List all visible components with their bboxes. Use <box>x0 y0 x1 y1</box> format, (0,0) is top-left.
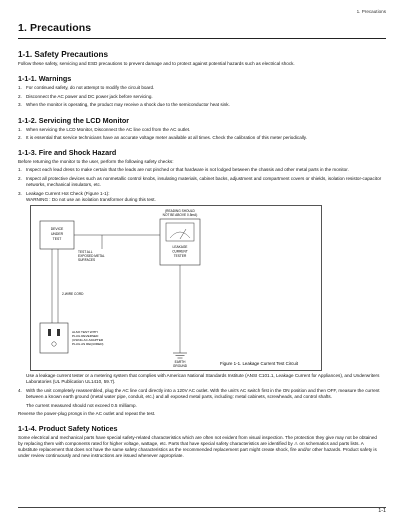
list-number: 3. <box>18 102 22 108</box>
list-text: With the unit completely reassembled, plug the AC line cord directly into a 120V AC outlet. With the unit's AC switch first in the ON position and then OFF, measure the current between a known earth ground (metal water pipe, conduit, etc.) and all exposed metal parts, including: metal cabinets, screwheads, and control shafts. <box>26 388 380 400</box>
list-number: 1. <box>18 126 22 132</box>
list-item <box>18 85 383 91</box>
product-safety-text: Some electrical and mechanical parts have special safety-related characteristics which are often not evident from visual inspection. The protection they give may not be obtained by replacing them with components rated for higher voltage, wattage, etc. Parts that have special safety characteristics are identified by ⚠ on schematics and parts lists. A substitute replacement that does not have the same safety characteristics as the recommended replacement part might create shock, fire and/or other hazards. Product safety is under review continuously and new instructions are issued whenever appropriate. <box>18 434 377 458</box>
section-heading-product-safety: 1-1-4. Product Safety Notices <box>18 423 118 433</box>
fire-shock-intro: Before returning the monitor to the user, perform the following safety checks: <box>18 159 174 165</box>
servicing-list <box>18 127 383 142</box>
list-number: 3. <box>18 190 22 196</box>
page-title: 1. Precautions <box>18 22 92 34</box>
section-heading-servicing: 1-1-2. Servicing the LCD Monitor <box>18 115 130 125</box>
fire-shock-list <box>18 167 383 203</box>
list-item <box>18 167 383 173</box>
list-text: For continued safety, do not attempt to modify the circuit board. <box>26 85 155 91</box>
adapter-label-1: ALSO TEST WITH <box>72 330 98 335</box>
list-number: 1. <box>18 167 22 173</box>
test-lead-label-3: SURFACES <box>78 258 96 263</box>
section-heading-fire-shock: 1-1-3. Fire and Shock Hazard <box>18 148 117 158</box>
figure-frame <box>30 205 322 371</box>
wire-cord-label: 2-WIRE CORD <box>62 292 84 297</box>
footer-rule <box>18 507 386 508</box>
warnings-list <box>18 85 383 108</box>
adapter-label-4: PLUG AS REQUIRED) <box>72 342 104 347</box>
list-number: 2. <box>18 175 22 181</box>
list-text: Inspect all protective devices such as nonmetallic control knobs, insulating materials, cabinet backs, adjustment and compartment covers or shields, isolation resistor-capacitor networks, mechanical insulators, etc. <box>26 175 382 187</box>
content <box>18 41 383 461</box>
list-item <box>18 373 383 385</box>
top-label-2: NOT BE ABOVE 0.5mA) <box>162 213 198 218</box>
list-text: When servicing the LCD Monitor, Disconnect the AC line cord from the AC outlet. <box>26 126 191 132</box>
reverse-plug-note: Reverse the power-plug prongs in the AC outlet and repeat the test. <box>18 410 156 416</box>
running-head: 1. Precautions <box>356 9 386 14</box>
test-lead-label-2: EXPOSED METAL <box>78 254 105 259</box>
list-item <box>18 94 383 100</box>
list-item <box>18 176 383 188</box>
tester-label-2: CURRENT <box>172 249 188 254</box>
list-item <box>18 388 383 400</box>
list-text: It is essential that service technicians have an accurate voltage meter available at all times. Check the calibration of this meter periodically. <box>26 135 308 141</box>
ground-label-2: GROUND <box>172 364 188 369</box>
tester-label-1: LEAKAGE <box>172 245 188 250</box>
list-number: 4. <box>18 388 22 394</box>
ground-label-1: EARTH <box>174 360 186 365</box>
list-text: Leakage Current Hot Check (Figure 1-1): <box>26 190 110 196</box>
list-number: 2. <box>18 135 22 141</box>
device-label-3: TEST <box>52 237 62 242</box>
list-item <box>18 127 383 133</box>
section-heading-safety-precautions: 1-1. Safety Precautions <box>18 50 109 59</box>
list-item <box>18 135 383 141</box>
warning-text: WARNING : Do not use an isolation transformer during this test. <box>26 196 156 202</box>
list-text: Disconnect the AC power and DC power jack before servicing. <box>26 93 153 99</box>
list-number: 1. <box>18 85 22 91</box>
section-heading-warnings: 1-1-1. Warnings <box>18 74 72 84</box>
current-limit-note: The current measured should not exceed 0.5 milliamp. <box>26 402 137 408</box>
test-lead-label-1: TEST ALL <box>78 250 93 255</box>
top-label-1: (READING SHOULD <box>165 209 195 214</box>
page-number: 1-1 <box>378 508 386 514</box>
device-label-2: UNDER <box>50 232 64 237</box>
title-rule <box>18 38 386 39</box>
list-text: When the monitor is operating, the product may receive a shock due to the semiconductor heat sink. <box>26 102 230 108</box>
safety-intro: Follow these safety, servicing and ESD precautions to prevent damage and to protect against potential hazards such as electrical shock. <box>18 61 295 66</box>
tester-label-3: TESTER <box>173 254 187 259</box>
list-text: Inspect each lead dress to make certain that the leads are not pinched or that hardware is not lodged between the chassis and other metal parts in the monitor. <box>26 167 349 173</box>
adapter-label-3: (USING AC ADAPTER <box>72 338 104 343</box>
list-item <box>18 191 383 203</box>
list-number: 2. <box>18 93 22 99</box>
list-item <box>18 102 383 108</box>
fire-shock-list-continued <box>18 373 383 400</box>
leakage-figure <box>30 205 322 371</box>
device-label-1: DEVICE <box>50 227 64 232</box>
list-text: Use a leakage current tester or a metering system that complies with American National Standards Institute (ANSI C101.1, Leakage Current for Appliances), and Underwriters Laboratories (UL Publication UL1410, 59.7). <box>26 373 380 385</box>
adapter-label-2: PLUG REVERSED <box>72 334 99 339</box>
figure-caption: Figure 1-1. Leakage Current Test Circuit <box>220 361 299 367</box>
